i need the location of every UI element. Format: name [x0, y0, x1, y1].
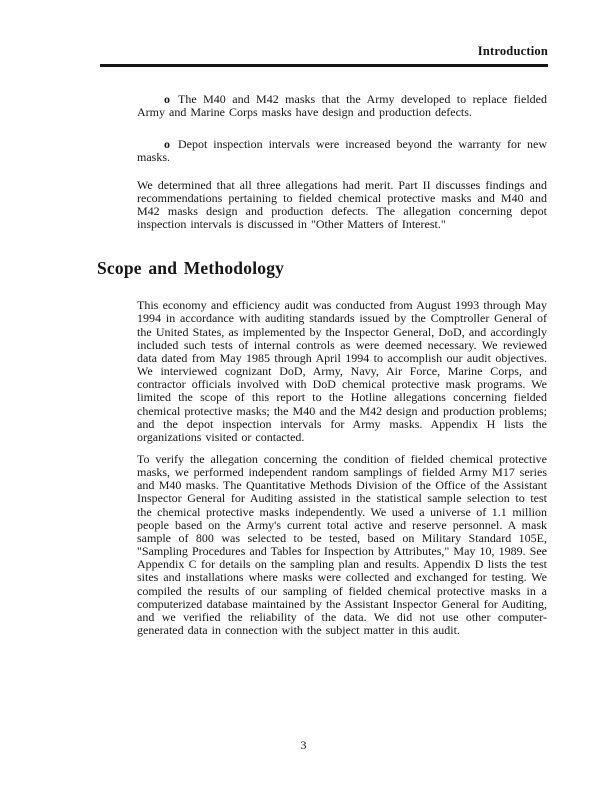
- body-column: [97, 92, 547, 637]
- bullet-marker: o: [164, 137, 170, 152]
- bullet-item-m40-m42-defects: [137, 93, 547, 119]
- running-header-title: Introduction: [477, 44, 548, 58]
- section-heading-scope-and-methodology: Scope and Methodology: [97, 258, 285, 279]
- paragraph-allegations-merit: We determined that all three allegations had merit. Part II discusses findings and recommendations pertaining to fielded chemical protective masks and M40 and M42 masks design and production defects. The allegation concerning depot inspection intervals is discussed in "Other Matters of Interest.": [137, 177, 547, 232]
- bullet-text: Depot inspection intervals were increased beyond the warranty for new masks.: [137, 137, 547, 165]
- running-header: [100, 44, 548, 59]
- bullet-text: The M40 and M42 masks that the Army developed to replace fielded Army and Marine Corps masks have design and production defects.: [137, 92, 547, 120]
- page-number: 3: [300, 738, 307, 752]
- paragraph-sampling-methodology: To verify the allegation concerning the condition of fielded chemical protective masks, we performed independent random samplings of fielded Army M17 series and M40 masks. The Quantitative Methods Division of the Office of the Assistant Inspector General for Auditing assisted in the statistical sample selection to test the chemical protective masks independently. We used a universe of 1.1 million people based on the Army's current total active and reserve personnel. A mask sample of 800 was selected to be tested, based on Military Standard 105E, "Sampling Procedures and Tables for Inspection by Attributes," May 10, 1989. See Appendix C for details on the sampling plan and results. Appendix D lists the test sites and installations where masks were collected and exchanged for testing. We compiled the results of our sampling of fielded chemical protective masks in a computerized database maintained by the Assistant Inspector General for Auditing, and we verified the reliability of the data. We did not use other computer-generated data in connection with the subject matter in this audit.: [137, 451, 547, 637]
- paragraph-audit-scope: This economy and efficiency audit was conducted from August 1993 through May 1994 in accordance with auditing standards issued by the Comptroller General of the United States, as implemented by the Inspector General, DoD, and accordingly included such tests of internal controls as were deemed necessary. We reviewed data dated from May 1985 through April 1994 to accomplish our audit objectives. We interviewed cognizant DoD, Army, Navy, Air Force, Marine Corps, and contractor officials involved with DoD chemical protective mask programs. We limited the scope of this report to the Hotline allegations concerning fielded chemical protective masks; the M40 and the M42 design and production problems; and the depot inspection intervals for Army masks. Appendix H lists the organizations visited or contacted.: [137, 298, 547, 444]
- bullet-marker: o: [164, 92, 170, 106]
- bullet-item-depot-intervals: [137, 138, 547, 164]
- header-rule: [100, 64, 548, 67]
